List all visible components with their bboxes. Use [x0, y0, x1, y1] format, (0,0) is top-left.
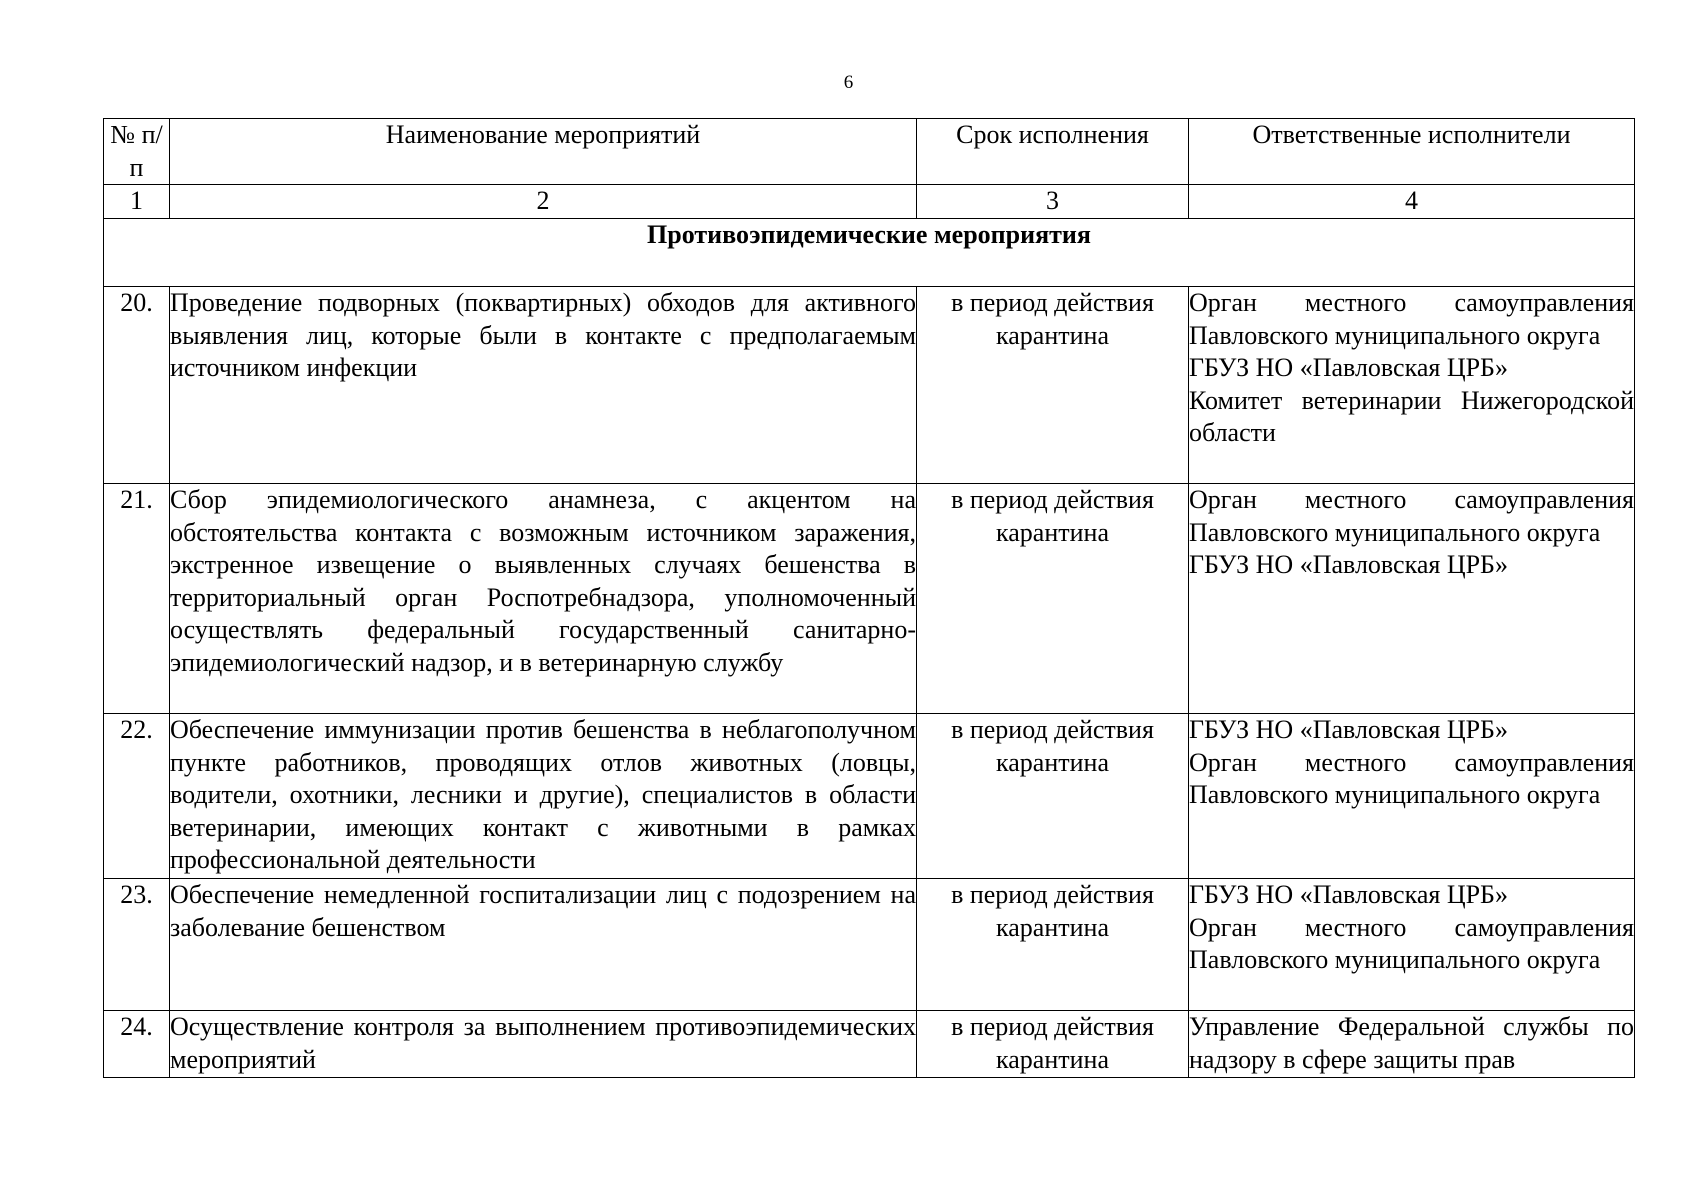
column-index: 1: [104, 185, 170, 219]
measure-responsible: [1189, 287, 1635, 484]
measure-name: Сбор эпидемиологического анамнеза, с акцентом на обстоятельства контакта с возможным источником заражения, экстренное извещение о выявленных случаях бешенства в территориальный орган Роспотребнадзора, уполномоченный осуществлять федеральный государственный санитарно-эпидемиологический надзор, и в ветеринарную службу: [170, 484, 917, 714]
column-index: 3: [917, 185, 1189, 219]
responsible-line: Комитет ветеринарии Нижегородской области: [1189, 385, 1634, 447]
measure-term: в период действия карантина: [917, 714, 1189, 879]
column-index-row: [104, 185, 1635, 219]
row-number: 24.: [104, 1011, 170, 1078]
header-term: Срок исполнения: [917, 119, 1189, 185]
measure-name: Обеспечение немедленной госпитализации лиц с подозрением на заболевание бешенством: [170, 879, 917, 1011]
section-row: [104, 219, 1635, 287]
responsible-line: Орган местного самоуправления Павловского муниципального округа: [1189, 747, 1634, 809]
responsible-line: ГБУЗ НО «Павловская ЦРБ»: [1189, 880, 1508, 909]
column-index: 2: [170, 185, 917, 219]
header-num: № п/п: [104, 119, 170, 185]
table-row: [104, 879, 1635, 1011]
table-row: [104, 484, 1635, 714]
measure-name: Обеспечение иммунизации против бешенства в неблагополучном пункте работников, проводящих отлов животных (ловцы, водители, охотники, лесники и другие), специалистов в области ветеринарии, имеющих контакт с животными в рамках профессиональной деятельности: [170, 714, 917, 879]
measure-term: в период действия карантина: [917, 287, 1189, 484]
responsible-line: Управление Федеральной службы по надзору в сфере защиты прав: [1189, 1012, 1634, 1074]
measures-table: [103, 118, 1635, 1078]
measure-name: Осуществление контроля за выполнением противоэпидемических мероприятий: [170, 1011, 917, 1078]
measure-name: Проведение подворных (поквартирных) обходов для активного выявления лиц, которые были в контакте с предполагаемым источником инфекции: [170, 287, 917, 484]
row-number: 23.: [104, 879, 170, 1011]
measure-term: в период действия карантина: [917, 879, 1189, 1011]
responsible-line: ГБУЗ НО «Павловская ЦРБ»: [1189, 715, 1508, 744]
measure-responsible: [1189, 484, 1635, 714]
responsible-line: ГБУЗ НО «Павловская ЦРБ»: [1189, 550, 1508, 579]
measure-term: в период действия карантина: [917, 484, 1189, 714]
section-title: Противоэпидемические мероприятия: [104, 219, 1635, 287]
responsible-line: Орган местного самоуправления Павловского муниципального округа: [1189, 912, 1634, 974]
responsible-line: ГБУЗ НО «Павловская ЦРБ»: [1189, 353, 1508, 382]
measure-term: в период действия карантина: [917, 1011, 1189, 1078]
table-header-row: [104, 119, 1635, 185]
page-number: 6: [843, 72, 854, 93]
header-responsible: Ответственные исполнители: [1189, 119, 1635, 185]
column-index: 4: [1189, 185, 1635, 219]
table-row: [104, 1011, 1635, 1078]
row-number: 20.: [104, 287, 170, 484]
table-row: [104, 287, 1635, 484]
responsible-line: Орган местного самоуправления Павловского муниципального округа: [1189, 485, 1634, 547]
responsible-line: Орган местного самоуправления Павловского муниципального округа: [1189, 288, 1634, 350]
measure-responsible: [1189, 714, 1635, 879]
table-row: [104, 714, 1635, 879]
row-number: 21.: [104, 484, 170, 714]
measure-responsible: [1189, 879, 1635, 1011]
measure-responsible: [1189, 1011, 1635, 1078]
row-number: 22.: [104, 714, 170, 879]
header-name: Наименование мероприятий: [170, 119, 917, 185]
